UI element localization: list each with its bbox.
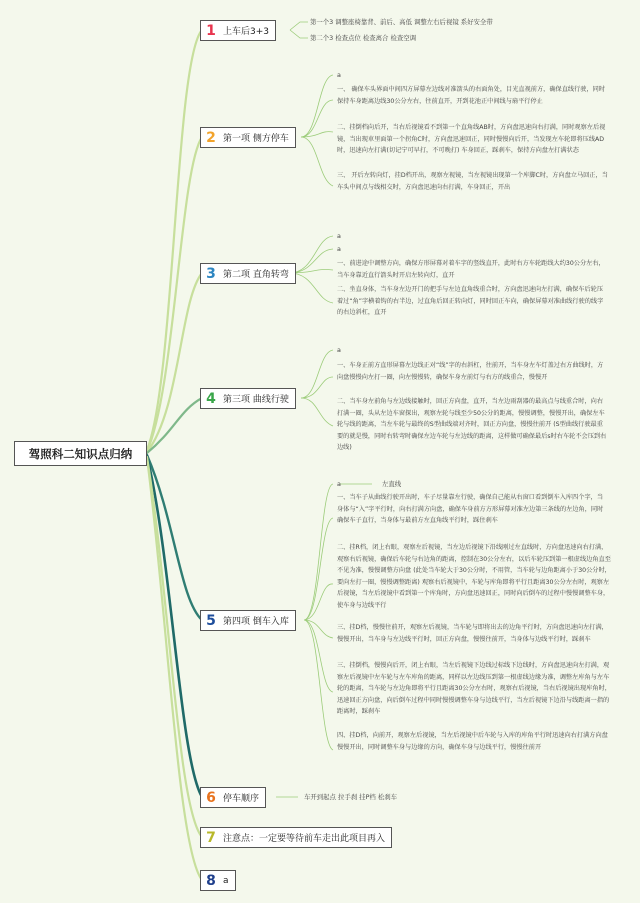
topic-7-label: 注意点：一定要等待前车走出此项目再入 [223,834,386,844]
t2-detail-a: a [337,71,341,79]
branch-1 [147,30,202,450]
t1-detail-2: 第二个3 检查点位 检查离合 检查空调 [310,34,417,42]
topic-3[interactable] [200,263,296,284]
topic-2[interactable] [200,127,296,148]
t5-detail-4: 三、挂倒档，慢慢向后开，闭上右眼，当左后视镜下边线过标线下边线时，方向盘迅速向左打满，观察左后视镜中左车轮与左车库角的距离，同样以左边线压到第一根虚线边缘为准，调整左库角与左车轮的距离，当车轮与左边角即将平行且距离30公分左右时，观察右后视镜，当右后视镜出现库角时，迅速回正方向盘，向后倒车过程中同时慢慢调整车身与边线平行，当左后视镜下边沿与线距离一指的距离时，踩刹车 [337,662,611,716]
topic-8-label: a [223,875,229,886]
topic-8-number: 8 [206,872,216,889]
t5-detail-3: 三、挂D档，慢慢往前开，观察左后视镜，当车轮与即将出去的边角平行时，方向盘迅速向左打满，慢慢开出，当车身与左边线平行时，回正方向盘，慢慢往前开，当身体与边线平行时，踩刹车 [337,624,608,643]
root-label: 驾照科二知识点归纳 [28,446,133,461]
root-node [14,441,147,466]
t4-detail-1: 一、车身正前方直形屏幕左边线正对“线”字的右斜杠，往前开，当车身左车灯盖过右方曲线时，方向盘慢慢向左打一圈，向左慢慢转，确保车身左前灯与右方的线重合，慢慢开 [337,362,604,381]
t5-detail-a: a [337,480,341,488]
t1-detail-1: 第一个3 调整座椅靠背、前后、高低 调整左右后视镜 系好安全带 [310,18,493,26]
t3-detail-1: 一、前进途中调整方向，确保方形屏幕对着车字的竖线直开，此时右方车轮距线大约30公分左右，当车身靠近直行箭头时开启左转向灯，直开 [337,260,605,279]
t6-detail-1: 车开到起点 拉手刹 挂P档 松刹车 [304,793,398,801]
topic-1[interactable] [200,20,276,41]
topic-1-label: 上车后3+3 [223,27,269,37]
branch-6 [147,456,202,797]
topic-3-number: 3 [206,265,216,282]
topic-4-number: 4 [206,390,216,407]
topic-6-number: 6 [206,789,216,806]
t3-detail-a1: a [337,232,341,240]
t5-detail-1: 一、当车子从曲线行驶开出时，车子尽量靠左行驶，确保自己能从右窗口看到倒车入库四个字，当身体与“入”字平行时，向右打满方向盘，确保车身前方方形屏幕对准左边第三条线的左边角，同时确保车子直行，当身体与最前方左直角线平行时，踩住刹车 [337,494,604,525]
topic-8[interactable] [200,870,236,891]
topic-6-label: 停车顺序 [223,794,260,804]
topic-5-label: 第四项 倒车入库 [223,617,289,627]
t5-detail-2: 二、挂R档，闭上右眼，观察左后视镜，当左边后视镜下沿线刚过左直线时，方向盘迅速向右打满，观察右后视镜，确保后车轮与右边角的距离，控制在30公分左右，以后车轮压到第一根虚线边角直至不见为准，慢慢调整方向盘 (此处当车轮大于30公分时，不用管，当车轮与边角距离小于30公分时，要向左打一圈，慢慢调整距离) 观察右后视镜中，车轮与库角即将平行且距离30公分左右时，观察左后视镜，当左后视镜中看到第一个库角时，方向盘迅速回正，同时向后倒车的过程中慢慢调整车身，使车身与边线平行 [337,544,611,609]
topic-7-number: 7 [206,829,216,846]
t2-detail-2: 二、挂倒档向后开，当右后视镜看不到第一个直角线AB时，方向盘迅速向右打满，同时观察左后视镜，当出现車里面第一个拐角C时，方向盘迅速回正，同时慢慢向后开，当发现左车轮即将压线AD时，迅速向左打满(切记宁可早打，不可晚打) 车身回正，踩刹车，保持方向盘左打满状态 [337,124,606,155]
topic-2-label: 第一项 侧方停车 [223,134,289,144]
t5-detail-5: 四、挂D档，向前开，观察左后视镜，当左后视镜中后车轮与入库的库角平行时迅速向右打满方向盘慢慢开出，同时调整车身与边缘的方向，确保车身与边线平行，慢慢往前开 [337,732,608,751]
topic-5-number: 5 [206,612,216,629]
t2-detail-1: 一、 确保车头界面中间四方屏幕左边线对准箭头的右面角处，目光直视前方，确保直线行驶，同时保持车身距离边线30公分左右，往前直开，开到花池正中间线与扇平行停止 [337,86,606,105]
topic-6[interactable] [200,787,266,808]
topic-5[interactable] [200,610,296,631]
t4-detail-a: a [337,346,341,354]
topic-3-label: 第二项 直角转弯 [223,270,289,280]
topic-2-number: 2 [206,129,216,146]
topic-4-label: 第三项 曲线行驶 [223,395,289,405]
t4-detail-2: 二、当车身左前角与左边线接触时，回正方向盘，直开，当左边雨刮器的最高点与线重合时，向右打满一圈，头从左边车窗探出，观察左轮与线至少50公分的距离，慢慢调整，慢慢开出，确保左车轮与线的距离，当左车轮与最终的S型曲线端对齐时，回正方向盘，慢慢往前开 (S型曲线行驶最重要的就是慢，同时右转弯时确保左边车轮与左边线的距离，这样做可确保最后s时右车轮不会压到右边线) [337,398,607,452]
t5-detail-left-line: 左直线 [382,480,402,488]
topic-7[interactable] [200,827,392,848]
t3-detail-a2: a [337,245,341,253]
topic-1-number: 1 [206,22,216,39]
topic-4[interactable] [200,388,296,409]
t3-detail-2: 二、坐直身体，当车身左边开门的把手与左边直角线重合时，方向盘迅速向左打满，确保车后轮压着过“角”字横着钩的右半边，过直角后回正转向灯，同时回正车向，确保屏幕对准曲线行驶的线字的右边斜杠，直开 [337,286,604,317]
t2-detail-3: 三、 开后左转向灯，挂D档开出，观察左视镜，当左视镜出现第一个库脚C时，方向盘立马回正，当车头中间点与线相交时，方向盘迅速向右打满，车身回正，开出 [337,172,608,191]
